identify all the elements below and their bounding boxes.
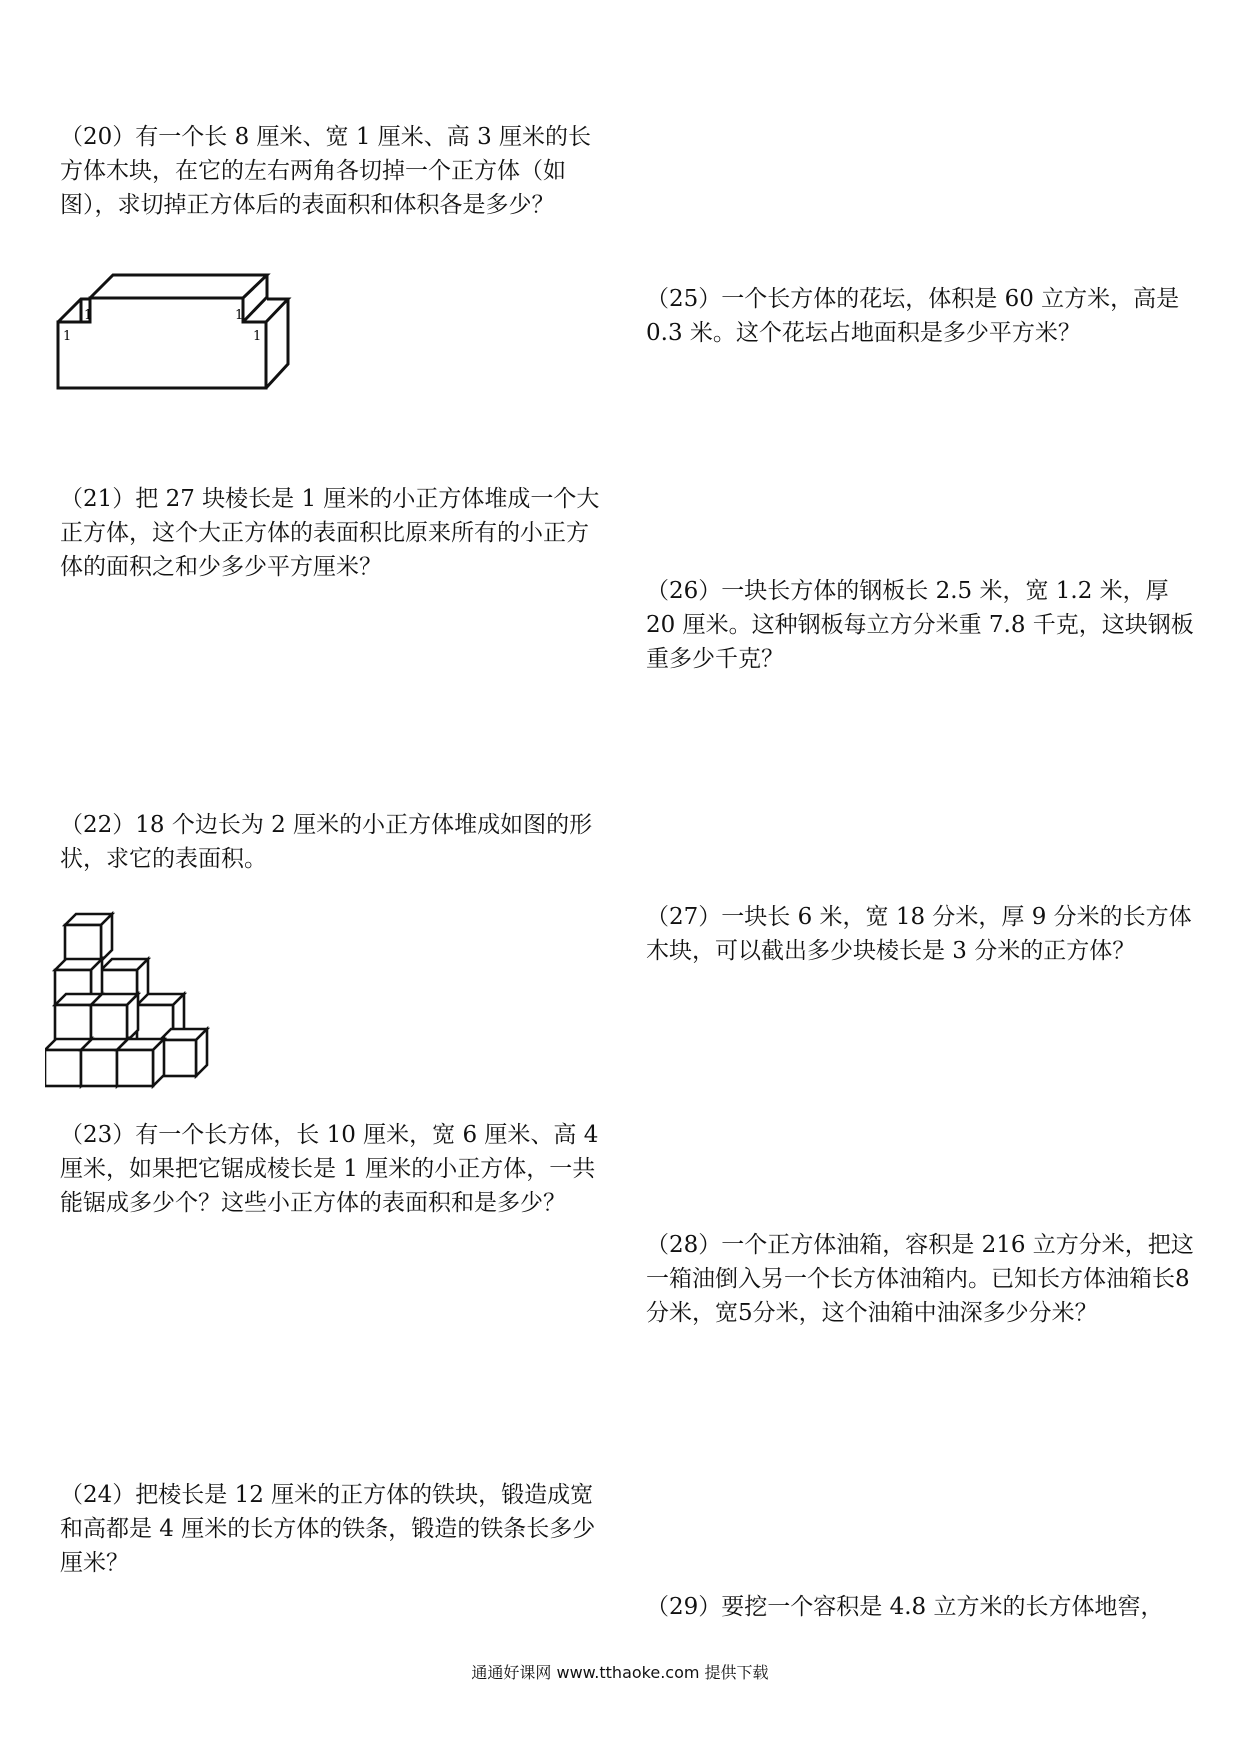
question-24: （24）把棱长是 12 厘米的正方体的铁块，锻造成宽和高都是 4 厘米的长方体的铁条，锻造的铁条长多少厘米？ (60, 1482, 596, 1576)
label-cut-edge: 1 (84, 308, 93, 323)
cube (117, 1039, 164, 1086)
label-cut-edge: 1 (235, 308, 244, 323)
question-23: （23）有一个长方体，长 10 厘米，宽 6 厘米、高 4 厘米，如果把它锯成棱长是 1 厘米的小正方体，一共能锯成多少个？这些小正方体的表面积和是多少？ (60, 1122, 599, 1216)
label-cut-edge: 1 (253, 329, 262, 344)
figure-20-cut-block (55, 240, 325, 400)
question-26: （26）一块长方体的钢板长 2.5 米，宽 1.2 米，厚 20 厘米。这种钢板每立方分米重 7.8 千克，这块钢板重多少千克？ (646, 578, 1194, 672)
cube (65, 914, 112, 961)
question-20: （20）有一个长 8 厘米、宽 1 厘米、高 3 厘米的长方体木块，在它的左右两角各切掉一个正方体（如图），求切掉正方体后的表面积和体积各是多少？ (60, 124, 592, 218)
question-28: （28）一个正方体油箱，容积是 216 立方分米，把这一箱油倒入另一个长方体油箱内。已知长方体油箱长8分米，宽5分米，这个油箱中油深多少分米？ (646, 1232, 1194, 1326)
figure-22-cube-stack (45, 880, 215, 1090)
cube (160, 1029, 207, 1076)
cube (91, 994, 138, 1041)
question-21: （21）把 27 块棱长是 1 厘米的小正方体堆成一个大正方体，这个大正方体的表面积比原来所有的小正方体的面积之和少多少平方厘米？ (60, 486, 600, 580)
question-27: （27）一块长 6 米，宽 18 分米，厚 9 分米的长方体木块，可以截出多少块棱长是 3 分米的正方体？ (646, 904, 1192, 964)
question-29: （29）要挖一个容积是 4.8 立方米的长方体地窖， (646, 1594, 1164, 1620)
question-22: （22）18 个边长为 2 厘米的小正方体堆成如图的形状，求它的表面积。 (60, 812, 593, 872)
label-cut-edge: 1 (63, 329, 72, 344)
question-25: （25）一个长方体的花坛，体积是 60 立方米，高是 0.3 米。这个花坛占地面积是多少平方米？ (646, 286, 1180, 346)
page-footer: 通通好课网 www.tthaoke.com 提供下载 (471, 1663, 769, 1682)
